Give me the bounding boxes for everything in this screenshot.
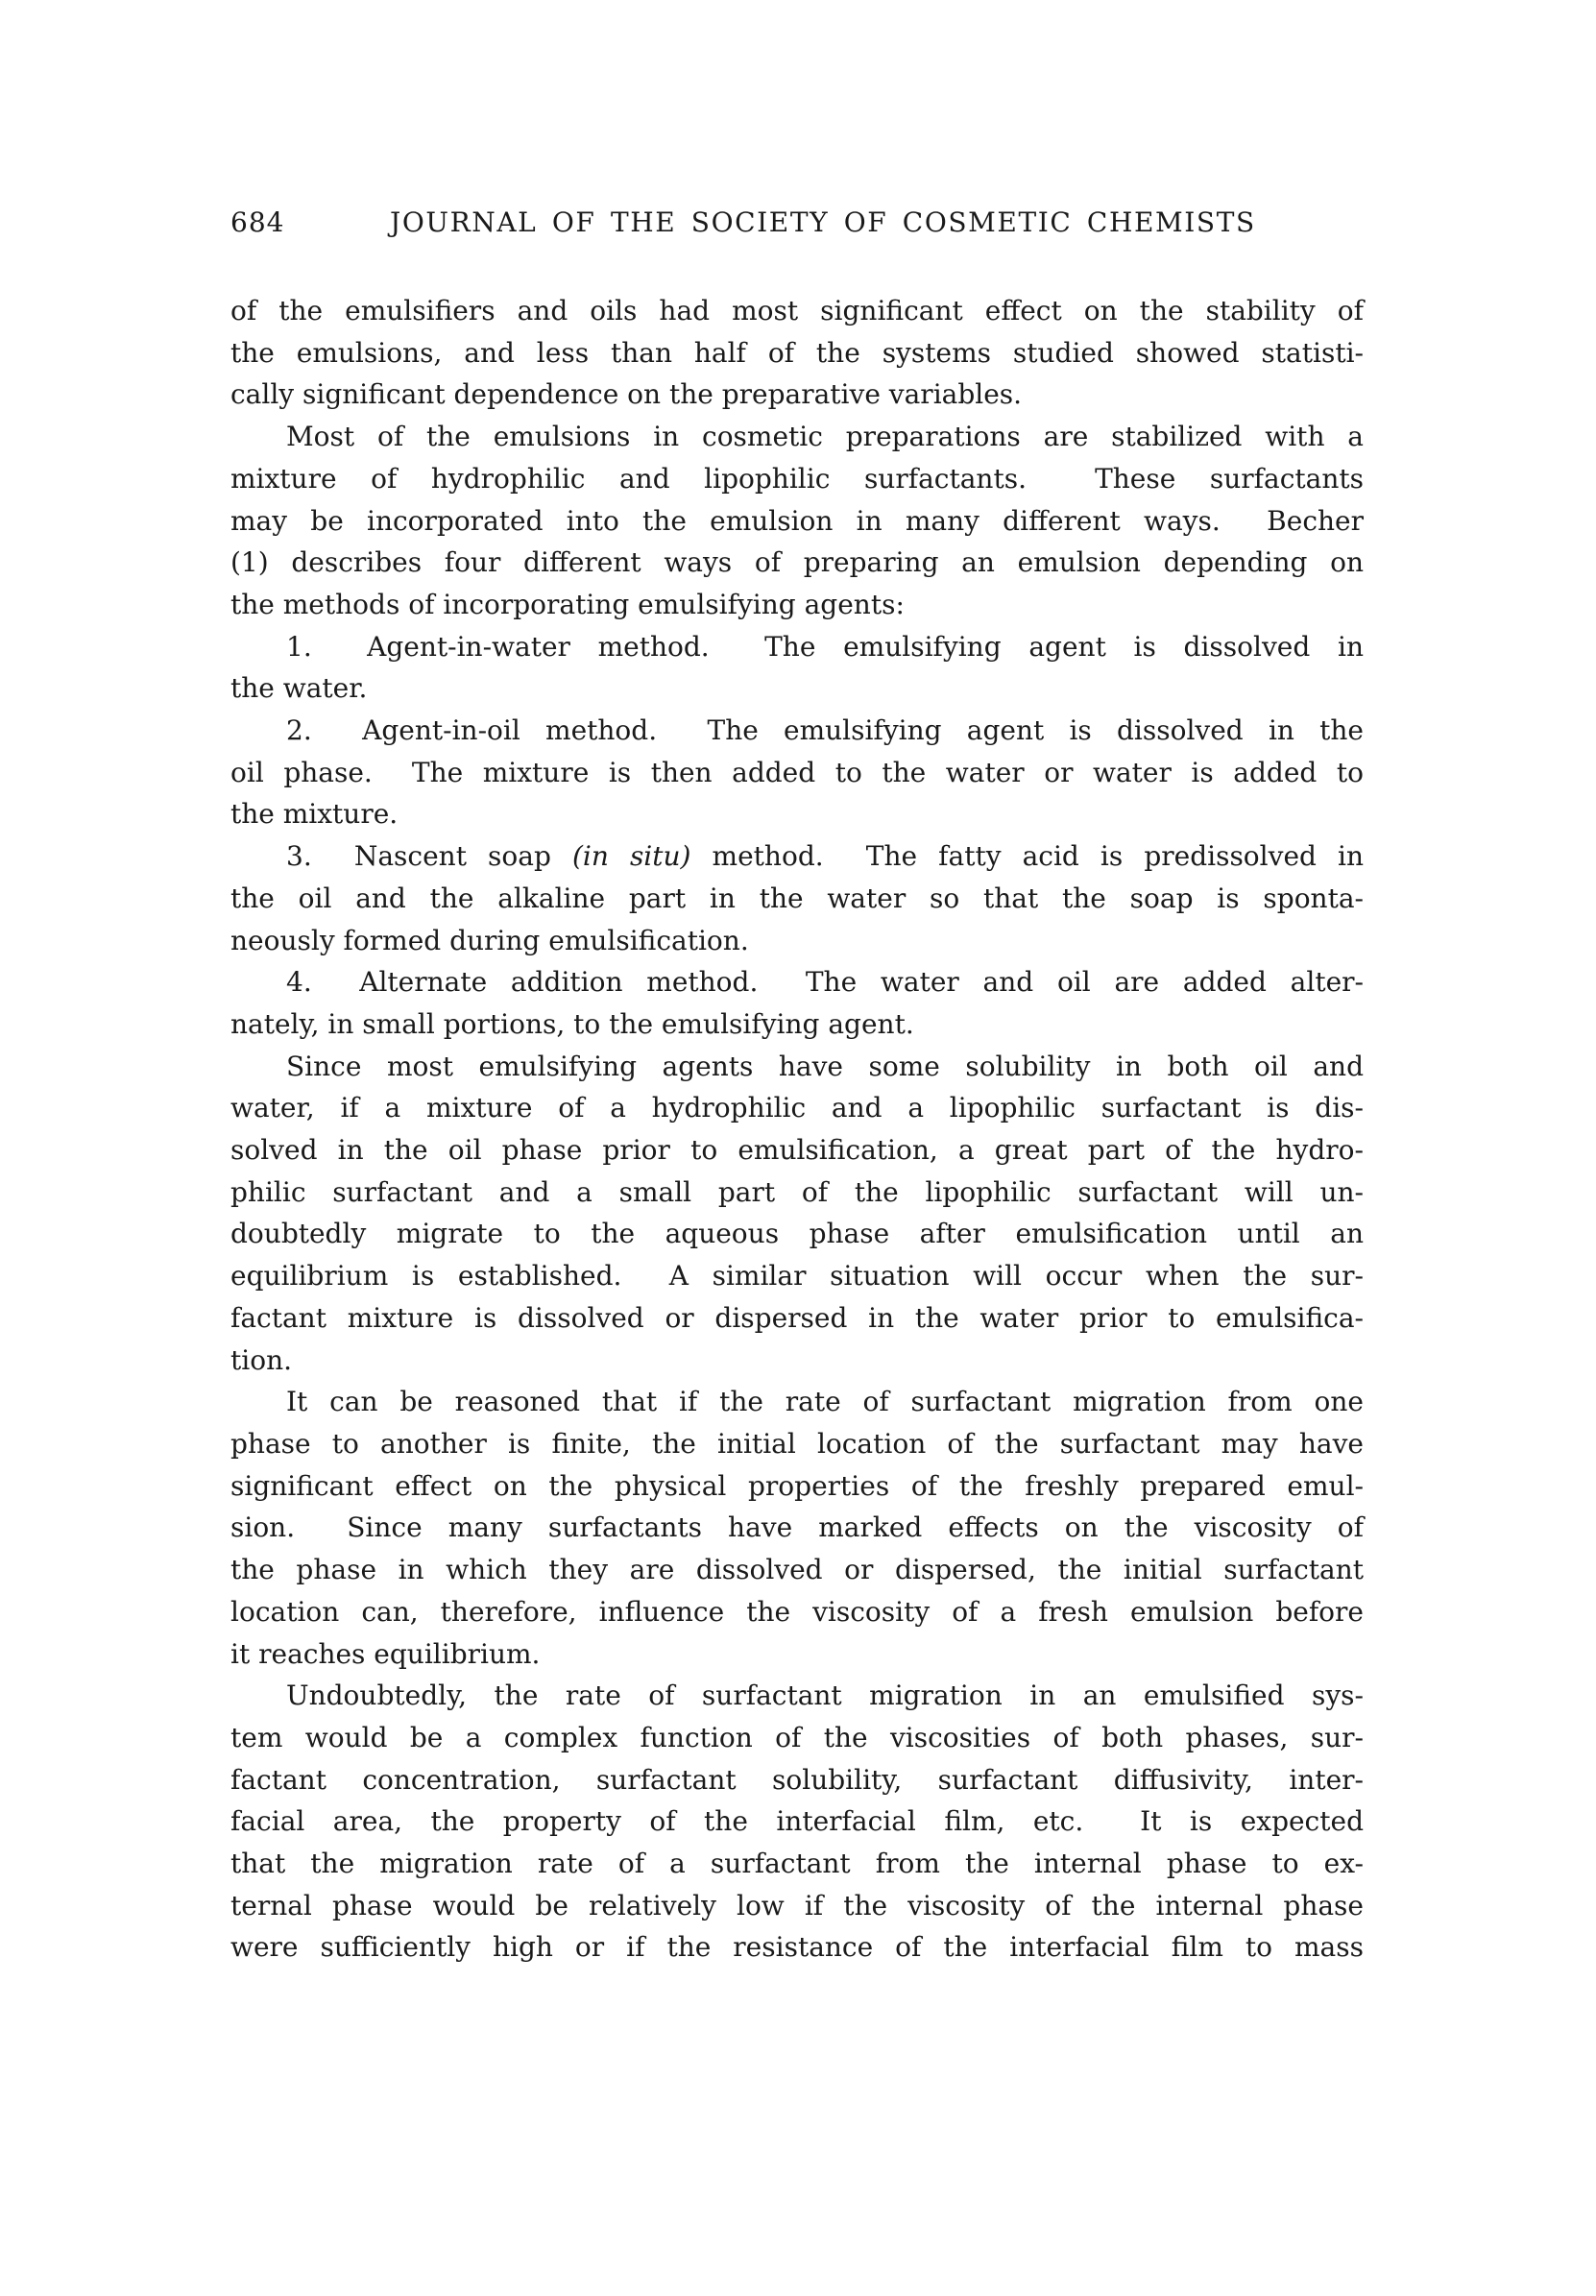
text-line: 4. Alternate addition method. The water and oil are added alter- <box>286 966 1364 999</box>
text-line: equilibrium is established. A similar situation will occur when the sur- <box>230 1260 1364 1293</box>
text-line: that the migration rate of a surfactant from the internal phase to ex- <box>230 1848 1364 1880</box>
text-line: of the emulsifiers and oils had most significant effect on the stability of <box>230 295 1364 326</box>
text-line: the mixture. <box>230 798 399 831</box>
text-line: 1. Agent-in-water method. The emulsifying agent is dissolved in <box>286 630 1364 663</box>
text-line: significant effect on the physical properties of the freshly prepared emul- <box>230 1469 1364 1502</box>
text-line: facial area, the property of the interfacial film, etc. It is expected <box>230 1805 1364 1838</box>
text-line: tion. <box>230 1343 292 1376</box>
text-line: may be incorporated into the emulsion in many different ways. Becher <box>230 504 1364 537</box>
article-text <box>230 290 1364 1969</box>
text-line: 2. Agent-in-oil method. The emulsifying agent is dissolved in the <box>286 714 1364 747</box>
text-line: the methods of incorporating emulsifying agents: <box>230 588 905 620</box>
text-line: factant concentration, surfactant solubility, surfactant diffusivity, inter- <box>230 1763 1364 1796</box>
text-line: doubtedly migrate to the aqueous phase after emulsification until an <box>230 1218 1364 1250</box>
text-line: sion. Since many surfactants have marked effects on the viscosity of <box>230 1511 1364 1544</box>
text-line: the phase in which they are dissolved or dispersed, the initial surfactant <box>230 1554 1364 1586</box>
text-line: oil phase. The mixture is then added to the water or water is added to <box>230 756 1364 788</box>
text-line: factant mixture is dissolved or dispersed in the water prior to emulsifica- <box>230 1301 1364 1334</box>
page-number: 684 <box>230 206 285 238</box>
text-line: Most of the emulsions in cosmetic preparations are stabilized with a <box>286 421 1364 453</box>
text-line: It can be reasoned that if the rate of surfactant migration from one <box>286 1386 1364 1418</box>
text-line: were sufficiently high or if the resistance of the interfacial film to mass <box>230 1931 1364 1964</box>
text-line: nately, in small portions, to the emulsifying agent. <box>230 1007 914 1040</box>
text-line: Undoubtedly, the rate of surfactant migration in an emulsified sys- <box>286 1680 1364 1712</box>
text-line: the oil and the alkaline part in the water so that the soap is sponta- <box>230 882 1364 914</box>
text-line: water, if a mixture of a hydrophilic and a lipophilic surfactant is dis- <box>230 1092 1364 1124</box>
text-line: phase to another is finite, the initial location of the surfactant may have <box>230 1427 1364 1460</box>
text-line: location can, therefore, influence the viscosity of a fresh emulsion before <box>230 1595 1364 1628</box>
text-line: it reaches equilibrium. <box>230 1637 541 1670</box>
text-line: (1) describes four different ways of preparing an emulsion depending on <box>230 546 1364 579</box>
text-line: Since most emulsifying agents have some solubility in both oil and <box>286 1050 1364 1082</box>
text-line: 3. Nascent soap (in situ) method. The fatty acid is predissolved in <box>286 840 1364 873</box>
text-line: philic surfactant and a small part of the lipophilic surfactant will un- <box>230 1175 1364 1208</box>
page-header <box>230 207 1364 250</box>
text-line: the emulsions, and less than half of the systems studied showed statisti- <box>230 336 1364 369</box>
text-line: mixture of hydrophilic and lipophilic surfactants. These surfactants <box>230 462 1364 495</box>
journal-title: JOURNAL OF THE SOCIETY OF COSMETIC CHEMISTS <box>390 206 1256 238</box>
text-line: the water. <box>230 672 368 705</box>
text-line: ternal phase would be relatively low if the viscosity of the internal phase <box>230 1889 1364 1921</box>
text-line: cally significant dependence on the preparative variables. <box>230 378 1023 411</box>
text-line: neously formed during emulsification. <box>230 924 749 956</box>
text-line: solved in the oil phase prior to emulsification, a great part of the hydro- <box>230 1134 1364 1167</box>
text-line: tem would be a complex function of the viscosities of both phases, sur- <box>230 1721 1364 1753</box>
